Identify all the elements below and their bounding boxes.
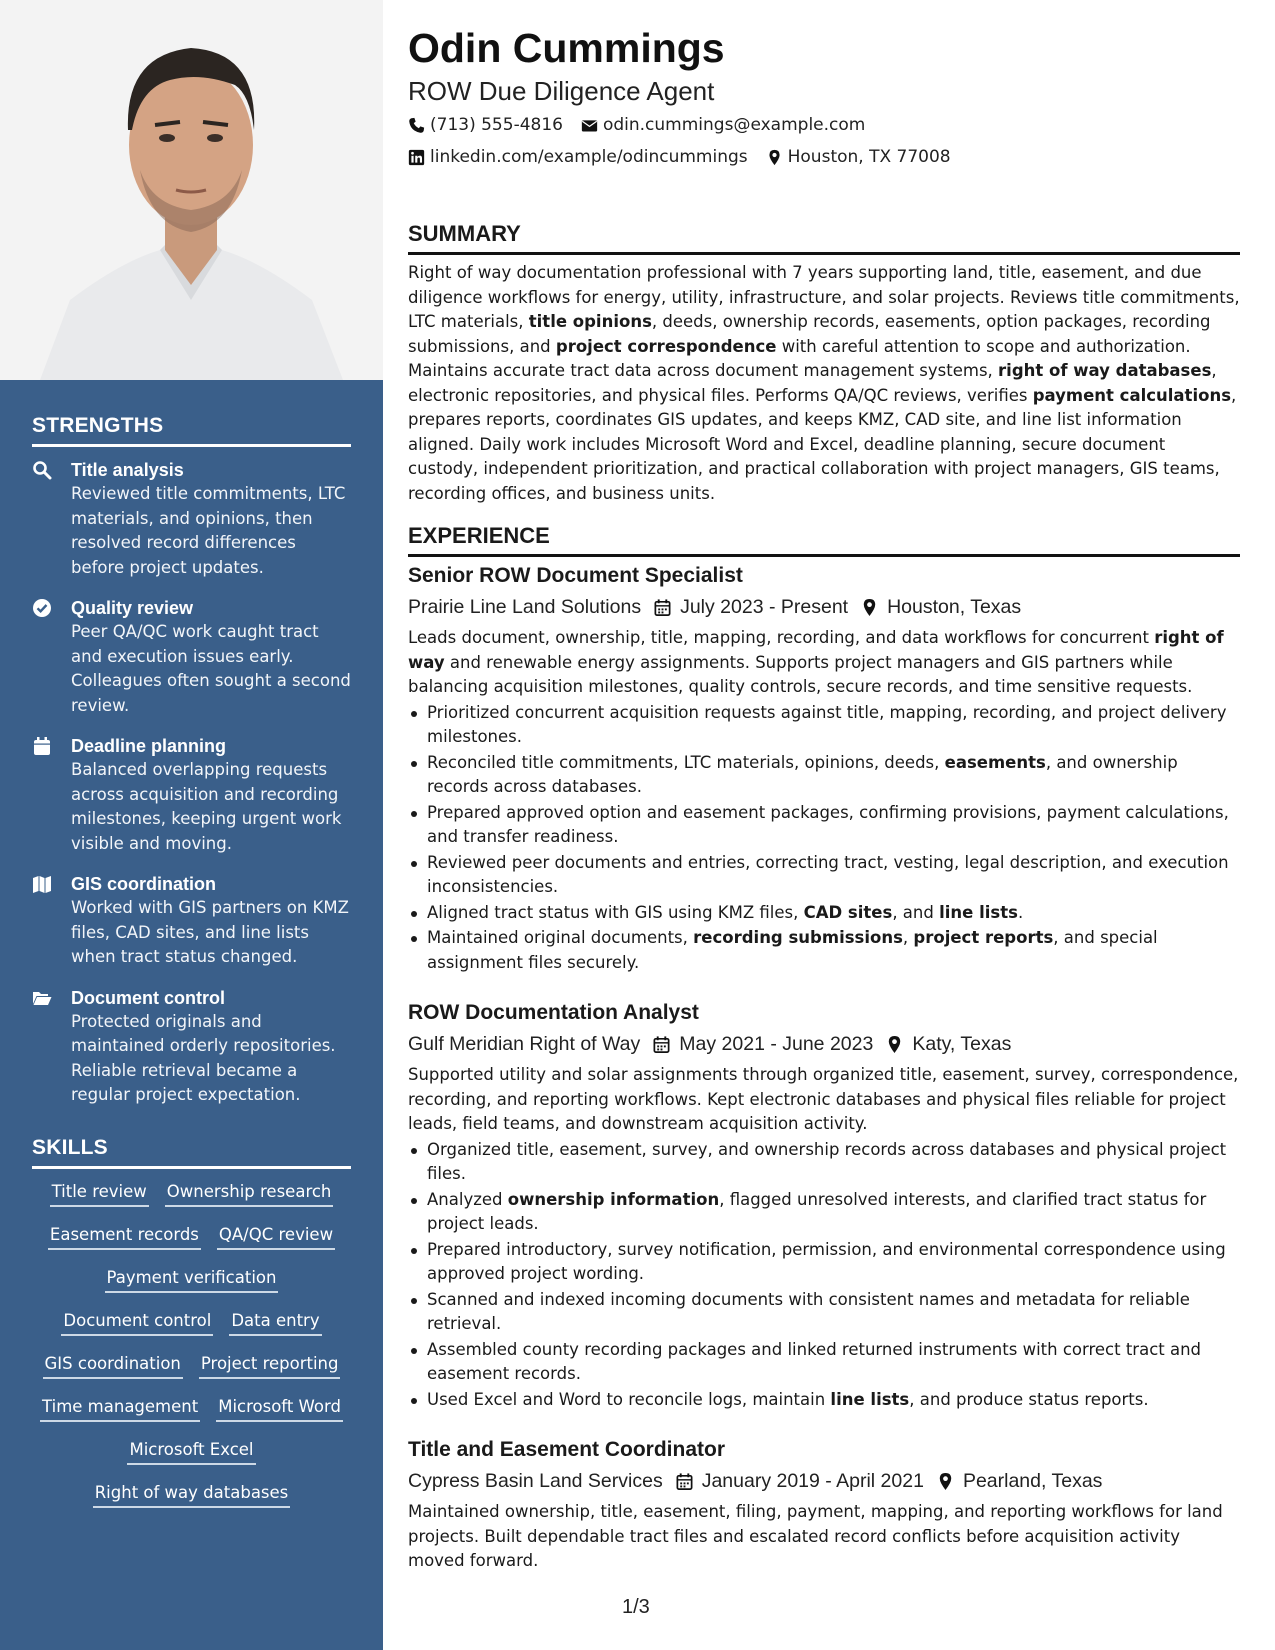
map-marker-icon	[860, 598, 879, 617]
skill-tag: Microsoft Excel	[127, 1438, 255, 1465]
map-marker-icon	[936, 1472, 955, 1491]
contact-line-1	[408, 113, 865, 137]
skill-tag: Ownership research	[165, 1180, 334, 1207]
calendar-icon	[652, 1035, 671, 1054]
skill-tag: Right of way databases	[93, 1481, 291, 1508]
job-location	[936, 1466, 1102, 1496]
check-circle-icon	[32, 598, 52, 618]
bullet-item: Prioritized concurrent acquisition requests against title, mapping, recording, and project delivery milestones.	[408, 701, 1240, 750]
skills-list	[32, 1180, 351, 1508]
page-number: 1/3	[622, 1596, 650, 1618]
linkedin-icon	[408, 149, 425, 166]
email-contact[interactable]	[581, 113, 865, 137]
strength-item	[32, 596, 352, 718]
job-title-headline: ROW Due Diligence Agent	[408, 76, 715, 106]
job-location-text: Houston, Texas	[887, 596, 1022, 618]
job-dates-text: January 2019 - April 2021	[701, 1470, 924, 1492]
skill-tag: Project reporting	[199, 1352, 341, 1379]
strength-title: Deadline planning	[71, 736, 227, 756]
company-name: Cypress Basin Land Services	[408, 1470, 663, 1492]
job-location	[860, 592, 1021, 622]
job-entry	[408, 1436, 1240, 1574]
phone-icon	[408, 117, 425, 134]
job-entry	[408, 999, 1240, 1413]
job-dates-text: May 2021 - June 2023	[679, 1033, 874, 1055]
job-title: ROW Documentation Analyst	[408, 1001, 699, 1024]
folder-open-icon	[32, 988, 52, 1008]
bullet-item: Organized title, easement, survey, and ownership records across databases and physical project files.	[408, 1138, 1240, 1187]
email-text: odin.cummings@example.com	[602, 115, 866, 135]
job-dates	[675, 1466, 924, 1496]
strength-item	[32, 734, 352, 856]
phone-contact[interactable]	[408, 113, 563, 137]
bullet-item: Reviewed peer documents and entries, correcting tract, vesting, legal description, and execution inconsistencies.	[408, 851, 1240, 900]
job-meta	[408, 1029, 1240, 1059]
job-dates	[653, 592, 848, 622]
skill-tag: Payment verification	[105, 1266, 279, 1293]
skill-tag: QA/QC review	[217, 1223, 335, 1250]
job-location-text: Pearland, Texas	[962, 1470, 1103, 1492]
job-intro: Leads document, ownership, title, mapping, recording, and data workflows for concurrent right of way and renewable energy assignments. Supports project managers and GIS partners while balancing acquisition milestones, quality controls, secure records, and time sensitive requests.	[408, 628, 1224, 696]
job-title: Title and Easement Coordinator	[408, 1438, 725, 1461]
job-entry	[408, 562, 1240, 976]
bullet-item: Aligned tract status with GIS using KMZ files, CAD sites, and line lists.	[408, 901, 1240, 926]
linkedin-text: linkedin.com/example/odincummings	[430, 147, 748, 167]
location-text: Houston, TX 77008	[787, 147, 951, 167]
bullet-item: Analyzed ownership information, flagged unresolved interests, and clarified tract status for project leads.	[408, 1188, 1240, 1237]
company-name: Prairie Line Land Solutions	[408, 596, 642, 618]
envelope-icon	[581, 117, 598, 134]
skills-heading: SKILLS	[32, 1136, 351, 1169]
search-icon	[32, 460, 52, 480]
skill-tag: Data entry	[229, 1309, 321, 1336]
job-intro: Supported utility and solar assignments through organized title, easement, survey, correspondence, recording, and reporting workflows. Kept electronic databases and physical files reliable for project leads, field teams, and downstream acquisition activity.	[408, 1065, 1239, 1133]
strength-title: Quality review	[71, 598, 194, 618]
bullet-item: Used Excel and Word to reconcile logs, maintain line lists, and produce status reports.	[408, 1388, 1240, 1413]
linkedin-contact[interactable]	[408, 145, 748, 169]
profile-photo	[0, 0, 383, 380]
company-name: Gulf Meridian Right of Way	[408, 1033, 641, 1055]
strength-item	[32, 458, 352, 580]
strength-description: Balanced overlapping requests across acquisition and recording milestones, keeping urgent work visible and moving.	[71, 760, 342, 853]
summary-heading: SUMMARY	[408, 220, 1240, 255]
bullet-item: Prepared approved option and easement packages, confirming provisions, payment calculations, and transfer readiness.	[408, 801, 1240, 850]
map-marker-icon	[766, 149, 783, 166]
skill-tag: Time management	[40, 1395, 200, 1422]
strength-item	[32, 986, 352, 1108]
job-location-text: Katy, Texas	[912, 1033, 1012, 1055]
job-title: Senior ROW Document Specialist	[408, 564, 743, 587]
job-location	[885, 1029, 1011, 1059]
strength-description: Protected originals and maintained orderly repositories. Reliable retrieval became a regular project expectation.	[71, 1011, 336, 1104]
strengths-list	[32, 458, 352, 1124]
candidate-name: Odin Cummings	[408, 25, 725, 71]
map-marker-icon	[885, 1035, 904, 1054]
skill-tag: Title review	[50, 1180, 149, 1207]
bullet-item: Scanned and indexed incoming documents with consistent names and metadata for reliable retrieval.	[408, 1288, 1240, 1337]
strengths-heading: STRENGTHS	[32, 414, 351, 447]
strength-title: Document control	[71, 987, 226, 1008]
strength-title: GIS coordination	[71, 874, 217, 894]
phone-text: (713) 555-4816	[430, 115, 563, 135]
summary-text: Right of way documentation professional with 7 years supporting land, title, easement, and due diligence workflows for energy, utility, infrastructure, and solar projects. Reviews title commitments, LTC materials, title opinions, deeds, ownership records, easements, option packages, recording submissions, and project correspondence with careful attention to scope and authorization. Maintains accurate tract data across document management systems, right of way databases, electronic repositories, and physical files. Performs QA/QC reviews, verifies payment calculations, prepares reports, coordinates GIS updates, and keeps KMZ, CAD site, and line list information aligned. Daily work includes Microsoft Word and Excel, deadline planning, secure document custody, independent prioritization, and practical collaboration with project managers, GIS teams, recording offices, and business units.	[408, 263, 1240, 503]
job-intro: Maintained ownership, title, easement, filing, payment, mapping, and reporting workflows for land projects. Built dependable tract files and escalated record conflicts before acquisition activity moved forward.	[408, 1502, 1223, 1570]
strength-description: Worked with GIS partners on KMZ files, CAD sites, and line lists when tract status changed.	[71, 898, 349, 966]
bullet-item: Assembled county recording packages and linked returned instruments with correct tract and easement records.	[408, 1338, 1240, 1387]
sidebar	[0, 0, 383, 1650]
skill-tag: Easement records	[48, 1223, 201, 1250]
job-dates	[652, 1029, 873, 1059]
skill-tag: GIS coordination	[43, 1352, 183, 1379]
map-icon	[32, 874, 52, 894]
strength-title: Title analysis	[71, 460, 184, 480]
location-contact	[766, 145, 951, 169]
strength-description: Peer QA/QC work caught tract and execution issues early. Colleagues often sought a second review.	[71, 622, 351, 715]
calendar-icon	[675, 1472, 694, 1491]
job-meta	[408, 1466, 1240, 1496]
skill-tag: Document control	[61, 1309, 213, 1336]
job-bullets	[408, 701, 1240, 976]
bullet-item: Reconciled title commitments, LTC materials, opinions, deeds, easements, and ownership records across databases.	[408, 751, 1240, 800]
strength-description: Reviewed title commitments, LTC materials, and opinions, then resolved record differences before project updates.	[71, 484, 346, 577]
bullet-item: Maintained original documents, recording submissions, project reports, and special assignment files securely.	[408, 926, 1240, 975]
contact-line-2	[408, 145, 951, 169]
job-dates-text: July 2023 - Present	[680, 596, 849, 618]
calendar-icon	[32, 736, 52, 756]
job-bullets	[408, 1138, 1240, 1413]
experience-heading: EXPERIENCE	[408, 522, 1240, 557]
strength-item	[32, 872, 352, 970]
bullet-item: Prepared introductory, survey notification, permission, and environmental correspondence using approved project wording.	[408, 1238, 1240, 1287]
skill-tag: Microsoft Word	[216, 1395, 343, 1422]
job-meta	[408, 592, 1240, 622]
calendar-icon	[653, 598, 672, 617]
